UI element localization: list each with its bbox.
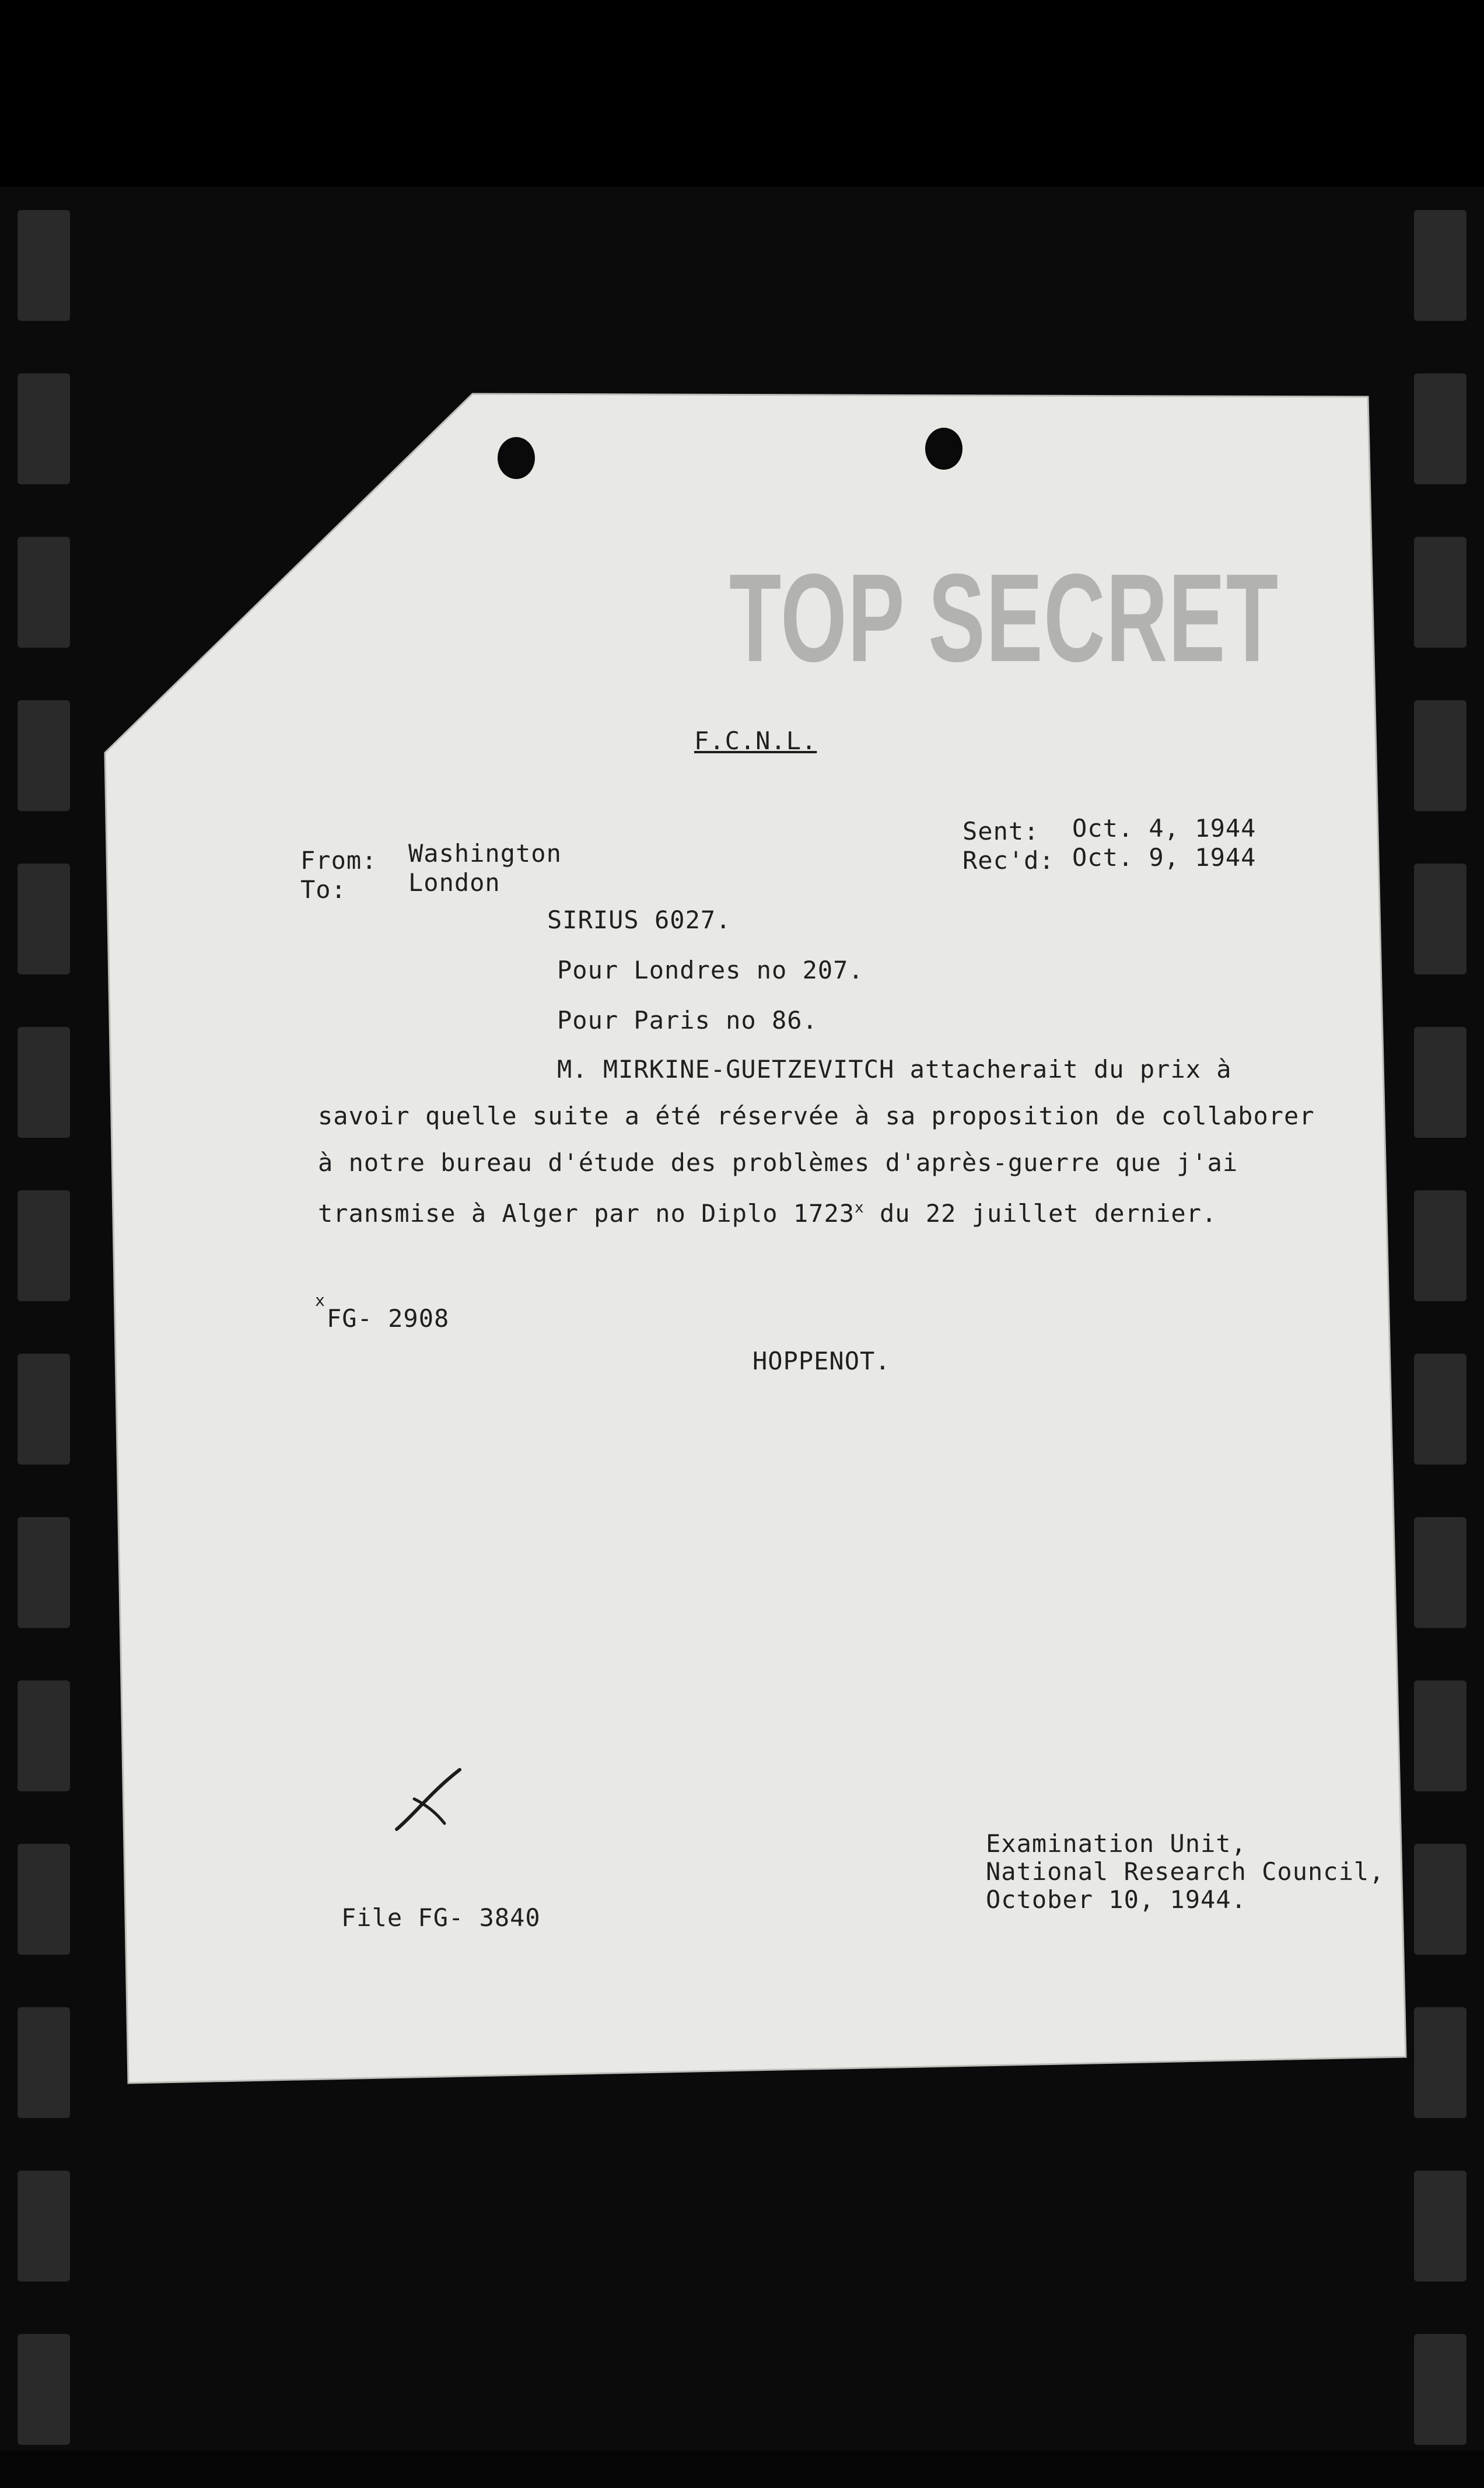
unit-line: October 10, 1944. — [986, 1885, 1247, 1914]
signature: HOPPENOT. — [752, 1347, 891, 1375]
unit-line: Examination Unit, — [986, 1829, 1247, 1858]
from-label: From: — [300, 846, 377, 875]
footnote: FG- 2908 — [327, 1304, 450, 1333]
unit-line: National Research Council, — [986, 1857, 1385, 1886]
from-value: Washington — [408, 839, 562, 868]
body-line: savoir quelle suite a été réservée à sa proposition de collaborer — [318, 1102, 1315, 1130]
recd-label: Rec'd: — [963, 846, 1055, 875]
routing-london: Pour Londres no 207. — [557, 956, 864, 984]
recd-value: Oct. 9, 1944 — [1072, 843, 1256, 872]
to-label: To: — [300, 875, 346, 904]
office-code: F.C.N.L. — [694, 726, 817, 755]
body-line — [318, 1199, 1217, 1228]
punch-hole — [925, 428, 963, 470]
routing-paris: Pour Paris no 86. — [557, 1006, 818, 1035]
footnote-marker-inline: x — [855, 1199, 864, 1217]
body-line: à notre bureau d'étude des problèmes d'après-guerre que j'ai — [318, 1148, 1238, 1177]
sent-label: Sent: — [963, 817, 1040, 845]
to-value: London — [408, 868, 501, 897]
sent-value: Oct. 4, 1944 — [1072, 814, 1256, 843]
footnote-marker: x — [315, 1291, 326, 1310]
top-secret-stamp: TOP SECRET — [729, 547, 1279, 688]
message-reference: SIRIUS 6027. — [547, 906, 732, 934]
body-line-text: transmise à Alger par no Diplo 1723 — [318, 1199, 855, 1228]
handwritten-x-mark — [391, 1765, 467, 1841]
body-line: M. MIRKINE-GUETZEVITCH attacherait du prix à — [557, 1055, 1232, 1084]
file-reference: File FG- 3840 — [341, 1903, 541, 1932]
body-line-text: du 22 juillet dernier. — [879, 1199, 1217, 1228]
punch-hole — [498, 437, 535, 479]
